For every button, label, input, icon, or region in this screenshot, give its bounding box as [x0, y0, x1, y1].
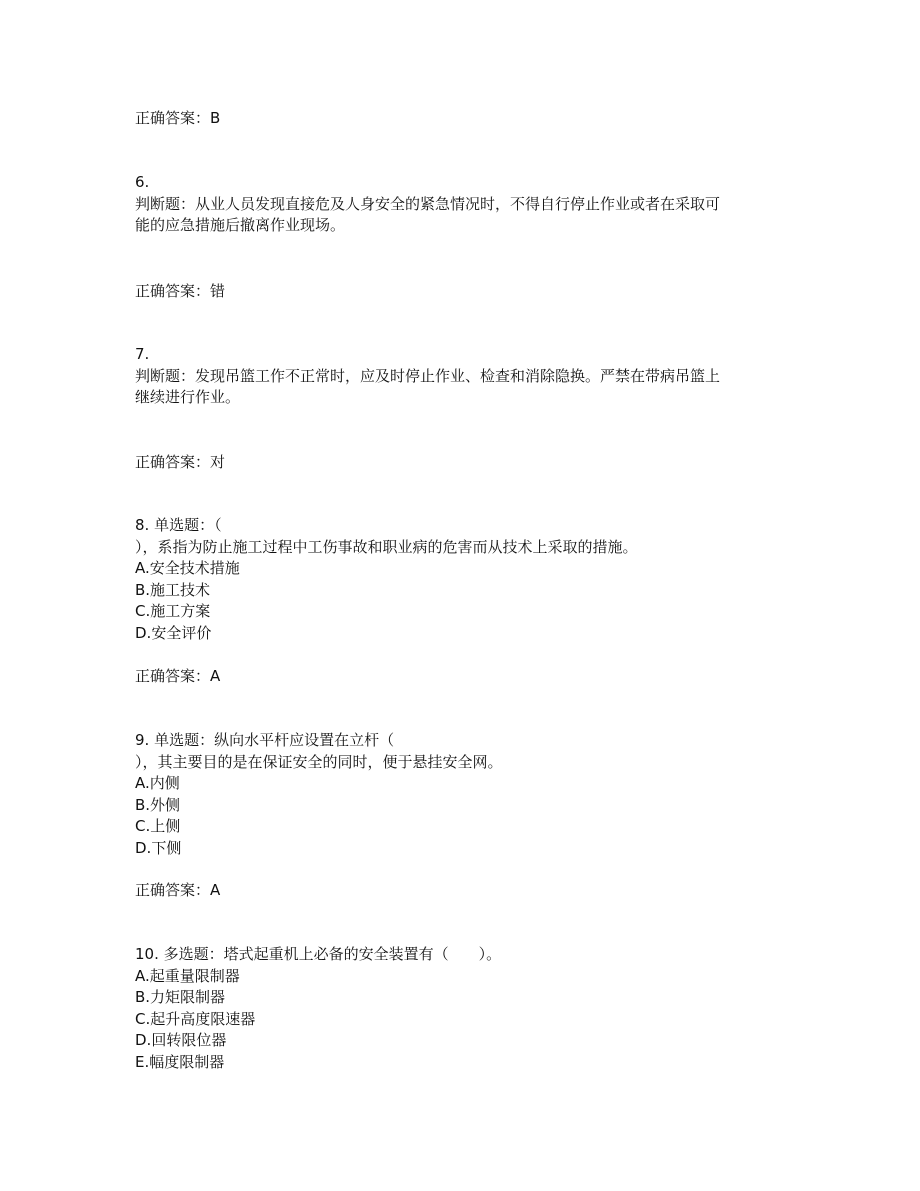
question-text-line: ），其主要目的是在保证安全的同时，便于悬挂安全网。 — [135, 752, 503, 771]
question-6 — [135, 172, 795, 237]
question-text-line: 判断题：发现吊篮工作不正常时，应及时停止作业、检查和消除隐换。严禁在带病吊篮上 — [135, 366, 721, 385]
option: D.回转限位器 — [135, 1031, 227, 1049]
question-10 — [135, 944, 795, 1073]
answer-8 — [135, 666, 795, 688]
answer-label: 正确答案： — [135, 881, 211, 899]
answer-value: A — [210, 881, 221, 899]
question-text-line: 能的应急措施后撤离作业现场。 — [135, 216, 346, 234]
question-text-line: ），系指为防止施工过程中工伤事故和职业病的危害而从技术上采取的措施。 — [135, 537, 638, 556]
option: C.上侧 — [135, 817, 181, 835]
answer-value: 对 — [210, 453, 226, 471]
question-text-line: 继续进行作业。 — [135, 388, 241, 406]
question-number: 6. — [135, 173, 150, 191]
question-8 — [135, 515, 795, 644]
option: C.施工方案 — [135, 602, 211, 620]
option: B.施工技术 — [135, 580, 211, 599]
answer-7 — [135, 452, 795, 474]
question-9 — [135, 730, 795, 859]
question-7 — [135, 344, 795, 409]
answer-label: 正确答案： — [135, 453, 211, 471]
option: B.力矩限制器 — [135, 988, 226, 1006]
question-text-line: 8. 单选题：（ — [135, 516, 222, 534]
answer-value: 错 — [210, 282, 226, 300]
answer-label: 正确答案： — [135, 109, 211, 127]
option: D.下侧 — [135, 838, 182, 857]
answer-value: B — [210, 109, 221, 127]
question-text-line: 判断题：从业人员发现直接危及人身安全的紧急情况时，不得自行停止作业或者在采取可 — [135, 194, 721, 213]
option: A.内侧 — [135, 774, 180, 792]
answer-label: 正确答案： — [135, 282, 211, 300]
option: E.幅度限制器 — [135, 1052, 225, 1071]
answer-9 — [135, 880, 795, 902]
option: D.安全评价 — [135, 623, 212, 642]
answer-6 — [135, 281, 795, 303]
answer-label: 正确答案： — [135, 667, 211, 685]
option: C.起升高度限速器 — [135, 1009, 256, 1028]
option: A.安全技术措施 — [135, 559, 240, 577]
option: A.起重量限制器 — [135, 966, 240, 985]
question-text-line: 10. 多选题：塔式起重机上必备的安全装置有（ ）。 — [135, 945, 502, 963]
question-text-line: 9. 单选题：纵向水平杆应设置在立杆（ — [135, 731, 395, 749]
question-number: 7. — [135, 345, 150, 363]
answer-value: A — [210, 667, 221, 685]
answer-prev — [135, 108, 795, 130]
option: B.外侧 — [135, 795, 181, 814]
